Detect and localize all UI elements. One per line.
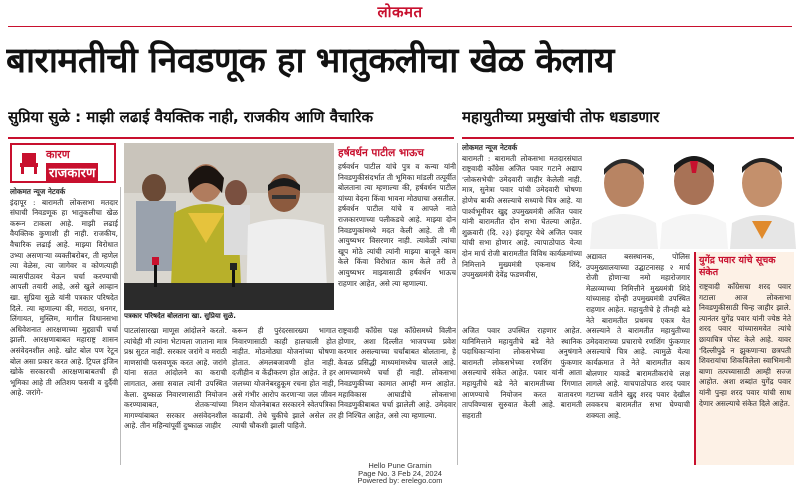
article-column-3: करून ही पुरंदरसारख्या भागात निवारणासाठी काही हालचाली होत नाहीत. मोठमोठ्या योजनांच्या घोषणा होतात. अंमलबजावणी होत नाही. दजीहीन व केंद्रीकरण होत आहेत. ते हर जलच्या योजनेबरहुकूम रचना होत नाही, असे गंभीर आरोप करणाऱ्या जल जीवन मिशन योजनेबाबत सरकारने स्वेतपत्रिका काढावी. तेथे चुकीचे झाले असेल तर त्याची चौकशी झाली पाहिजे. (232, 326, 336, 431)
newspaper-masthead (0, 2, 800, 24)
article-column-1 (10, 187, 118, 465)
footer-page-date: Page No. 3 Feb 24, 2024 (358, 468, 442, 478)
section-divider-left (8, 137, 454, 139)
article-column-6 (462, 143, 582, 321)
byline-right: लोकमत न्यूज नेटवर्क (462, 143, 518, 152)
harshwardhan-subhead: हर्षवर्धन पाटील भाऊच (338, 147, 424, 159)
press-conference-photo (124, 143, 334, 310)
footer-edition: Hello Pune Gramin (368, 461, 432, 470)
masthead-title: लोकमत (377, 3, 423, 21)
section-label-line2: राजकारण (46, 163, 98, 181)
column-text-right: बारामती : बारामती लोकसभा मतदारसंघात राष्ट्रवादी काँग्रेस अजित पवार गटाने अद्याप 'लोकसभेची' उमेदवारी जाहीर केलेली नाही. मात्र, सुनेत्रा पवार यांची उमेदवारी घोषणा होणेच बाकी असल्याचे सध्याचे चित्र आहे. या पार्श्वभूमीवर खुद्द उपमुख्यमंत्री अजित पवार यांनी बारामतीत दोन सभा घेतल्या आहेत. शुक्रवारी (दि. २३) इंदापूर येथे अजित पवार यांची सभा होणार आहे. त्यापाठोपाठ येत्या दोन मार्च रोजी बारामतीत विविध कार्यक्रमांच्या निमित्ताने मुख्यमंत्री एकनाथ शिंदे, उपमुख्यमंत्री देवेंद्र फडणवीस, (462, 153, 582, 280)
main-headline: बारामतीची निवडणूक हा भातुकलीचा खेळ केलाय (6, 41, 614, 81)
yugendra-box-body: राष्ट्रवादी काँग्रेसचा शरद पवार गटाला आज लोकसभा निवडणुकीसाठी चिन्ह जाहीर झाले. त्यानंतर युगेंद्र पवार यांनी ज्येष्ठ नेते शरद पवार यांच्यासमवेत त्यांचे छायाचित्र पोस्ट केले आहे. यावर 'दिल्लीपुढे न झुकणाऱ्या छत्रपती शिवरायांचा शिकविलेला स्वाभिमानी बाणा तत्पच्यासाठी आम्ही सज्ज आहोत. अशा शब्दांत युगेंद्र पवार यांनी पुन्हा शरद पवार यांची साथ देणार असल्याचे संकेत दिले आहेत. (699, 282, 791, 408)
article-column-2: पाटलांसारखा माणूस आंदोलने करतो. त्यांचेही मी त्यांना भेटायला जाताना मात्र प्रश्न सुटत नाही. सरकार जरांगे व मराठी माणसांची फसवणूक करत आहे. जरांगे यांना सतत आंदोलने का कराची लागतात, असा सवाल त्यांनी उपस्थित केला. दुष्काळ निवारणासाठी नियोजन करण्याबाबत, शेतकऱ्यांच्या मागण्यांबाबत सरकार असंवेदनशील आहे. तीन महिन्यांपूर्वी दुष्काळ जाहीर (124, 326, 227, 431)
article-column-5: राष्ट्रवादी काँग्रेस पक्ष काँग्रेसमध्ये विलीन होणार, अशा दिल्लीत भाजपच्या प्रवेश करणार असल्याच्या चर्चांबाबत बोलताना, हे केवळ प्रसिद्धी माध्यमांमध्येच चालले आहे. आमच्यामध्ये चर्चा ही नाही. लोकसभा निवडणुकीच्या कामात आम्ही मग्न आहोत. महाविकास आघाडीचे लोकसभा निवडणुकीबाबत चर्चा झालेली आहे. उमेदवार ही निश्चित आहेत, असे त्या म्हणाल्या. (338, 326, 456, 420)
article-column-8: अद्यावत बसस्थानक, पोलिस उपमुख्यालयाच्या उद्घाटनासह २ मार्च रोजी होणाऱ्या नमो महारोजगार मेळाव्याच्या निमित्तीने मुख्यमंत्री शिंदे यांच्यासह दोन्ही उपमुख्यमंत्री उपस्थित राहणार आहेत. महायुतीचे हे तीनही बडे नेते बारामतीत प्रथमच एकत्र येत असल्याने ते बारामतीत महायुतीच्या उमेदवाराच्या प्रचाराचे रणशिंग फुंकणार असल्याचे चित्र आहे. त्यामुळे येत्या कार्यक्रमात ते नेते बारामतीत काय बोलणार याकडे बारामतीकरांचे लक्ष लागले आहे. याचपाठोपाठ शरद पवार गटाच्या वतीने खुद्द शरद पवार देखील लवकरच बारामतीत सभा घेण्याची शक्यता आहे. (586, 252, 690, 420)
article-column-7: अजित पवार उपस्थित राहणार आहेत. यानिमित्ताने महायुतीचे बडे नेते स्थानिक पदाधिकाऱ्यांना लोकसभेच्या अनुषंगाने बारामती लोकसभेच्या रणशिंग फुंकणार असल्याचे संकेत आहेत. पवार यांनी आता महायुतीचे बडे नेते बारामतीच्या रिंगणात आणण्याचे नियोजन करत वातावरण तापविण्यास सुरुवात केली आहे. बारामती सहराती (462, 326, 582, 420)
footer-powered-by: Powered by: erelego.com (357, 476, 443, 485)
section-divider-right (462, 137, 794, 139)
column-separator (457, 143, 458, 465)
article-column-4: हर्षवर्धन पाटील यांचे पुत्र व कन्या यांनी निवडणुकीसंदर्भात ती भूमिका मांडली तत्पूर्वीत बोलताना त्या म्हणाल्या की, हर्षवर्धन पाटील यांच्या वेदना किंवा भावना मोठ्याचा असतील. हर्षवर्धन पाटील यांचे व आपले नाते राजकारणाच्या पलीकडचे आहे. माझ्या दोन निवडणुकांमध्ये मदत केली आहे. ती मी आयुष्यभर विसरणार नाही. त्यावेळी त्यांचा खूप मोठे त्यांची त्यांनी माझ्या बाजूने काम केले किंवा विरोधात काम केले तरी ते आयुष्यभर माझ्यासाठी हर्षवर्धन भाऊच राहणार आहेत, असे त्या म्हणाल्या. (338, 162, 456, 288)
section-label-line1: कारण (46, 148, 70, 161)
yugendra-sidebar-box (694, 252, 794, 465)
portraits-image (586, 143, 796, 249)
masthead-rule (8, 26, 792, 27)
section-label-box (10, 143, 116, 183)
page-footer (300, 462, 500, 484)
left-subheadline: सुप्रिया सुळे : माझी लढाई वैयक्तिक नाही, राजकीय आणि वैचारिक (8, 108, 374, 126)
leaders-portraits (586, 143, 796, 249)
chair-icon (16, 150, 42, 176)
column-separator (120, 187, 121, 465)
yugendra-box-title: युगेंद्र पवार यांचे सूचक संकेत (699, 255, 776, 278)
byline: लोकमत न्यूज नेटवर्क (10, 187, 66, 196)
right-subheadline: महायुतीच्या प्रमुखांची तोफ धडाडणार (462, 108, 660, 126)
column-text: इंदापूर : बारामती लोकसभा मतदार संघाची निवडणूक हा भातुकलीचा खेळ करून टाकला आहे. माझी लढाई वैयक्तिक कुणाशी ही नाही. राजकीय, वैचारिक लढाई आहे. माझ्या विरोधात उभ्या असणाऱ्या व्यक्तीबरोबर, ती म्हणेल त्या वेळेस, त्या जागेवर व कोणत्याही व्यासपीठावर येऊन चर्चा करण्याची आपली तयारी आहे, असे खुले आव्हान खा. सुप्रिया सुळे यांनी पत्रकार परिषदेत दिले. त्या म्हणाल्या की, मराठा, धनगर, लिंगायत, मुस्लिम, मागील विधानसभा अधिवेशनात आरक्षणाच्या मुद्द्याची चर्चा झाली. आरक्षणाबाबत महाराष्ट्र शासन असंवेदनशील आहे. खोट बोल पण रेटून बोल असा प्रकार करत आहे. ट्रिपल इंजिन खोके सरकारची आरक्षणाबाबतची ही भूमिका आहे ती अतिशय फसवी व दुर्दैवी आहे. जरांगे- (10, 197, 118, 398)
photo-image (124, 143, 334, 310)
photo-caption: पत्रकार परिषदेत बोलताना खा. सुप्रिया सुळे. (124, 312, 236, 320)
